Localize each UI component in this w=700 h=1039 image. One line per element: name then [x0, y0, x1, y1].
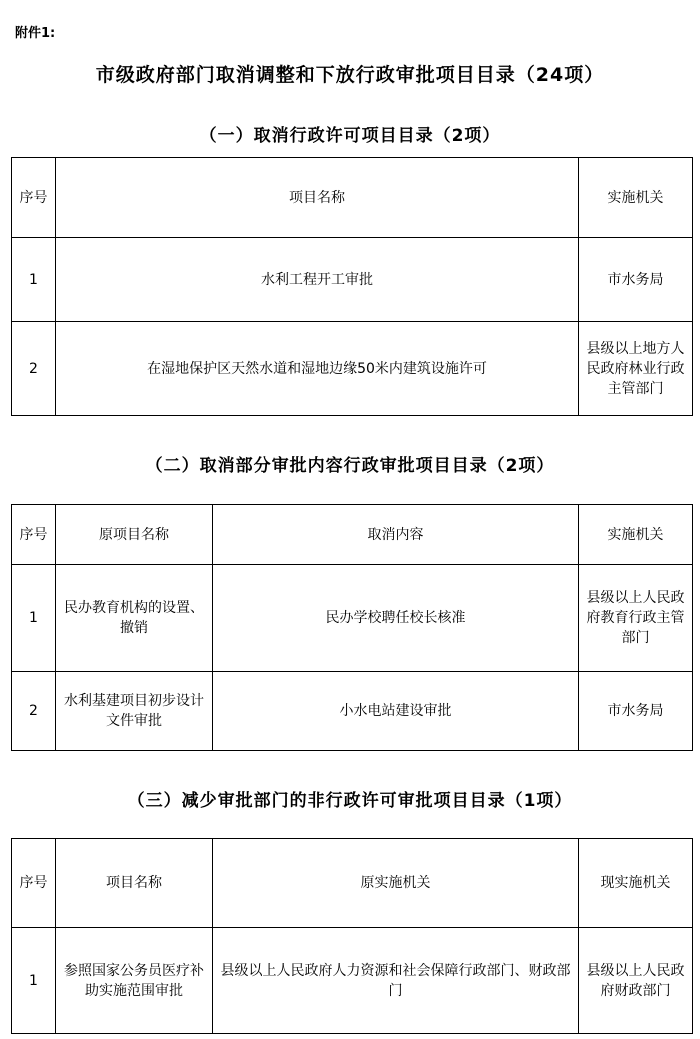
row-seq: 2 — [12, 322, 56, 416]
row-cancel-content: 民办学校聘任校长核准 — [213, 565, 579, 672]
section3-table — [11, 838, 693, 1034]
header-cancel-content: 取消内容 — [213, 505, 579, 565]
section1-title: （一）取消行政许可项目目录（2项） — [199, 126, 501, 146]
row-agency: 市水务局 — [579, 672, 693, 751]
row-current-agency: 县级以上人民政府财政部门 — [579, 928, 693, 1034]
header-item-name: 项目名称 — [56, 839, 213, 928]
row-agency: 市水务局 — [579, 238, 693, 322]
table-row — [12, 672, 693, 751]
table-header-row — [12, 158, 693, 238]
row-agency: 县级以上地方人民政府林业行政主管部门 — [579, 322, 693, 416]
section2-title: （二）取消部分审批内容行政审批项目目录（2项） — [145, 456, 555, 476]
attachment-label: 附件1: — [15, 26, 56, 41]
header-current-agency: 现实施机关 — [579, 839, 693, 928]
section2-table — [11, 504, 693, 751]
row-item-name: 水利工程开工审批 — [56, 238, 579, 322]
row-seq: 2 — [12, 672, 56, 751]
header-agency: 实施机关 — [579, 158, 693, 238]
section3-title: （三）减少审批部门的非行政许可审批项目目录（1项） — [127, 791, 573, 811]
header-item-name: 项目名称 — [56, 158, 579, 238]
row-seq: 1 — [12, 565, 56, 672]
row-item-name: 参照国家公务员医疗补助实施范围审批 — [56, 928, 213, 1034]
row-seq: 1 — [12, 238, 56, 322]
header-original-name: 原项目名称 — [56, 505, 213, 565]
table-header-row — [12, 839, 693, 928]
row-original-name: 水利基建项目初步设计文件审批 — [56, 672, 213, 751]
row-item-name: 在湿地保护区天然水道和湿地边缘50米内建筑设施许可 — [56, 322, 579, 416]
section1-table — [11, 157, 693, 416]
header-original-agency: 原实施机关 — [213, 839, 579, 928]
main-title: 市级政府部门取消调整和下放行政审批项目目录（24项） — [95, 64, 605, 86]
row-cancel-content: 小水电站建设审批 — [213, 672, 579, 751]
header-seq: 序号 — [12, 839, 56, 928]
row-seq: 1 — [12, 928, 56, 1034]
table-row — [12, 928, 693, 1034]
row-original-agency: 县级以上人民政府人力资源和社会保障行政部门、财政部门 — [213, 928, 579, 1034]
table-row — [12, 565, 693, 672]
header-seq: 序号 — [12, 505, 56, 565]
row-agency: 县级以上人民政府教育行政主管部门 — [579, 565, 693, 672]
table-row — [12, 322, 693, 416]
table-header-row — [12, 505, 693, 565]
table-row — [12, 238, 693, 322]
row-original-name: 民办教育机构的设置、撤销 — [56, 565, 213, 672]
header-seq: 序号 — [12, 158, 56, 238]
header-agency: 实施机关 — [579, 505, 693, 565]
